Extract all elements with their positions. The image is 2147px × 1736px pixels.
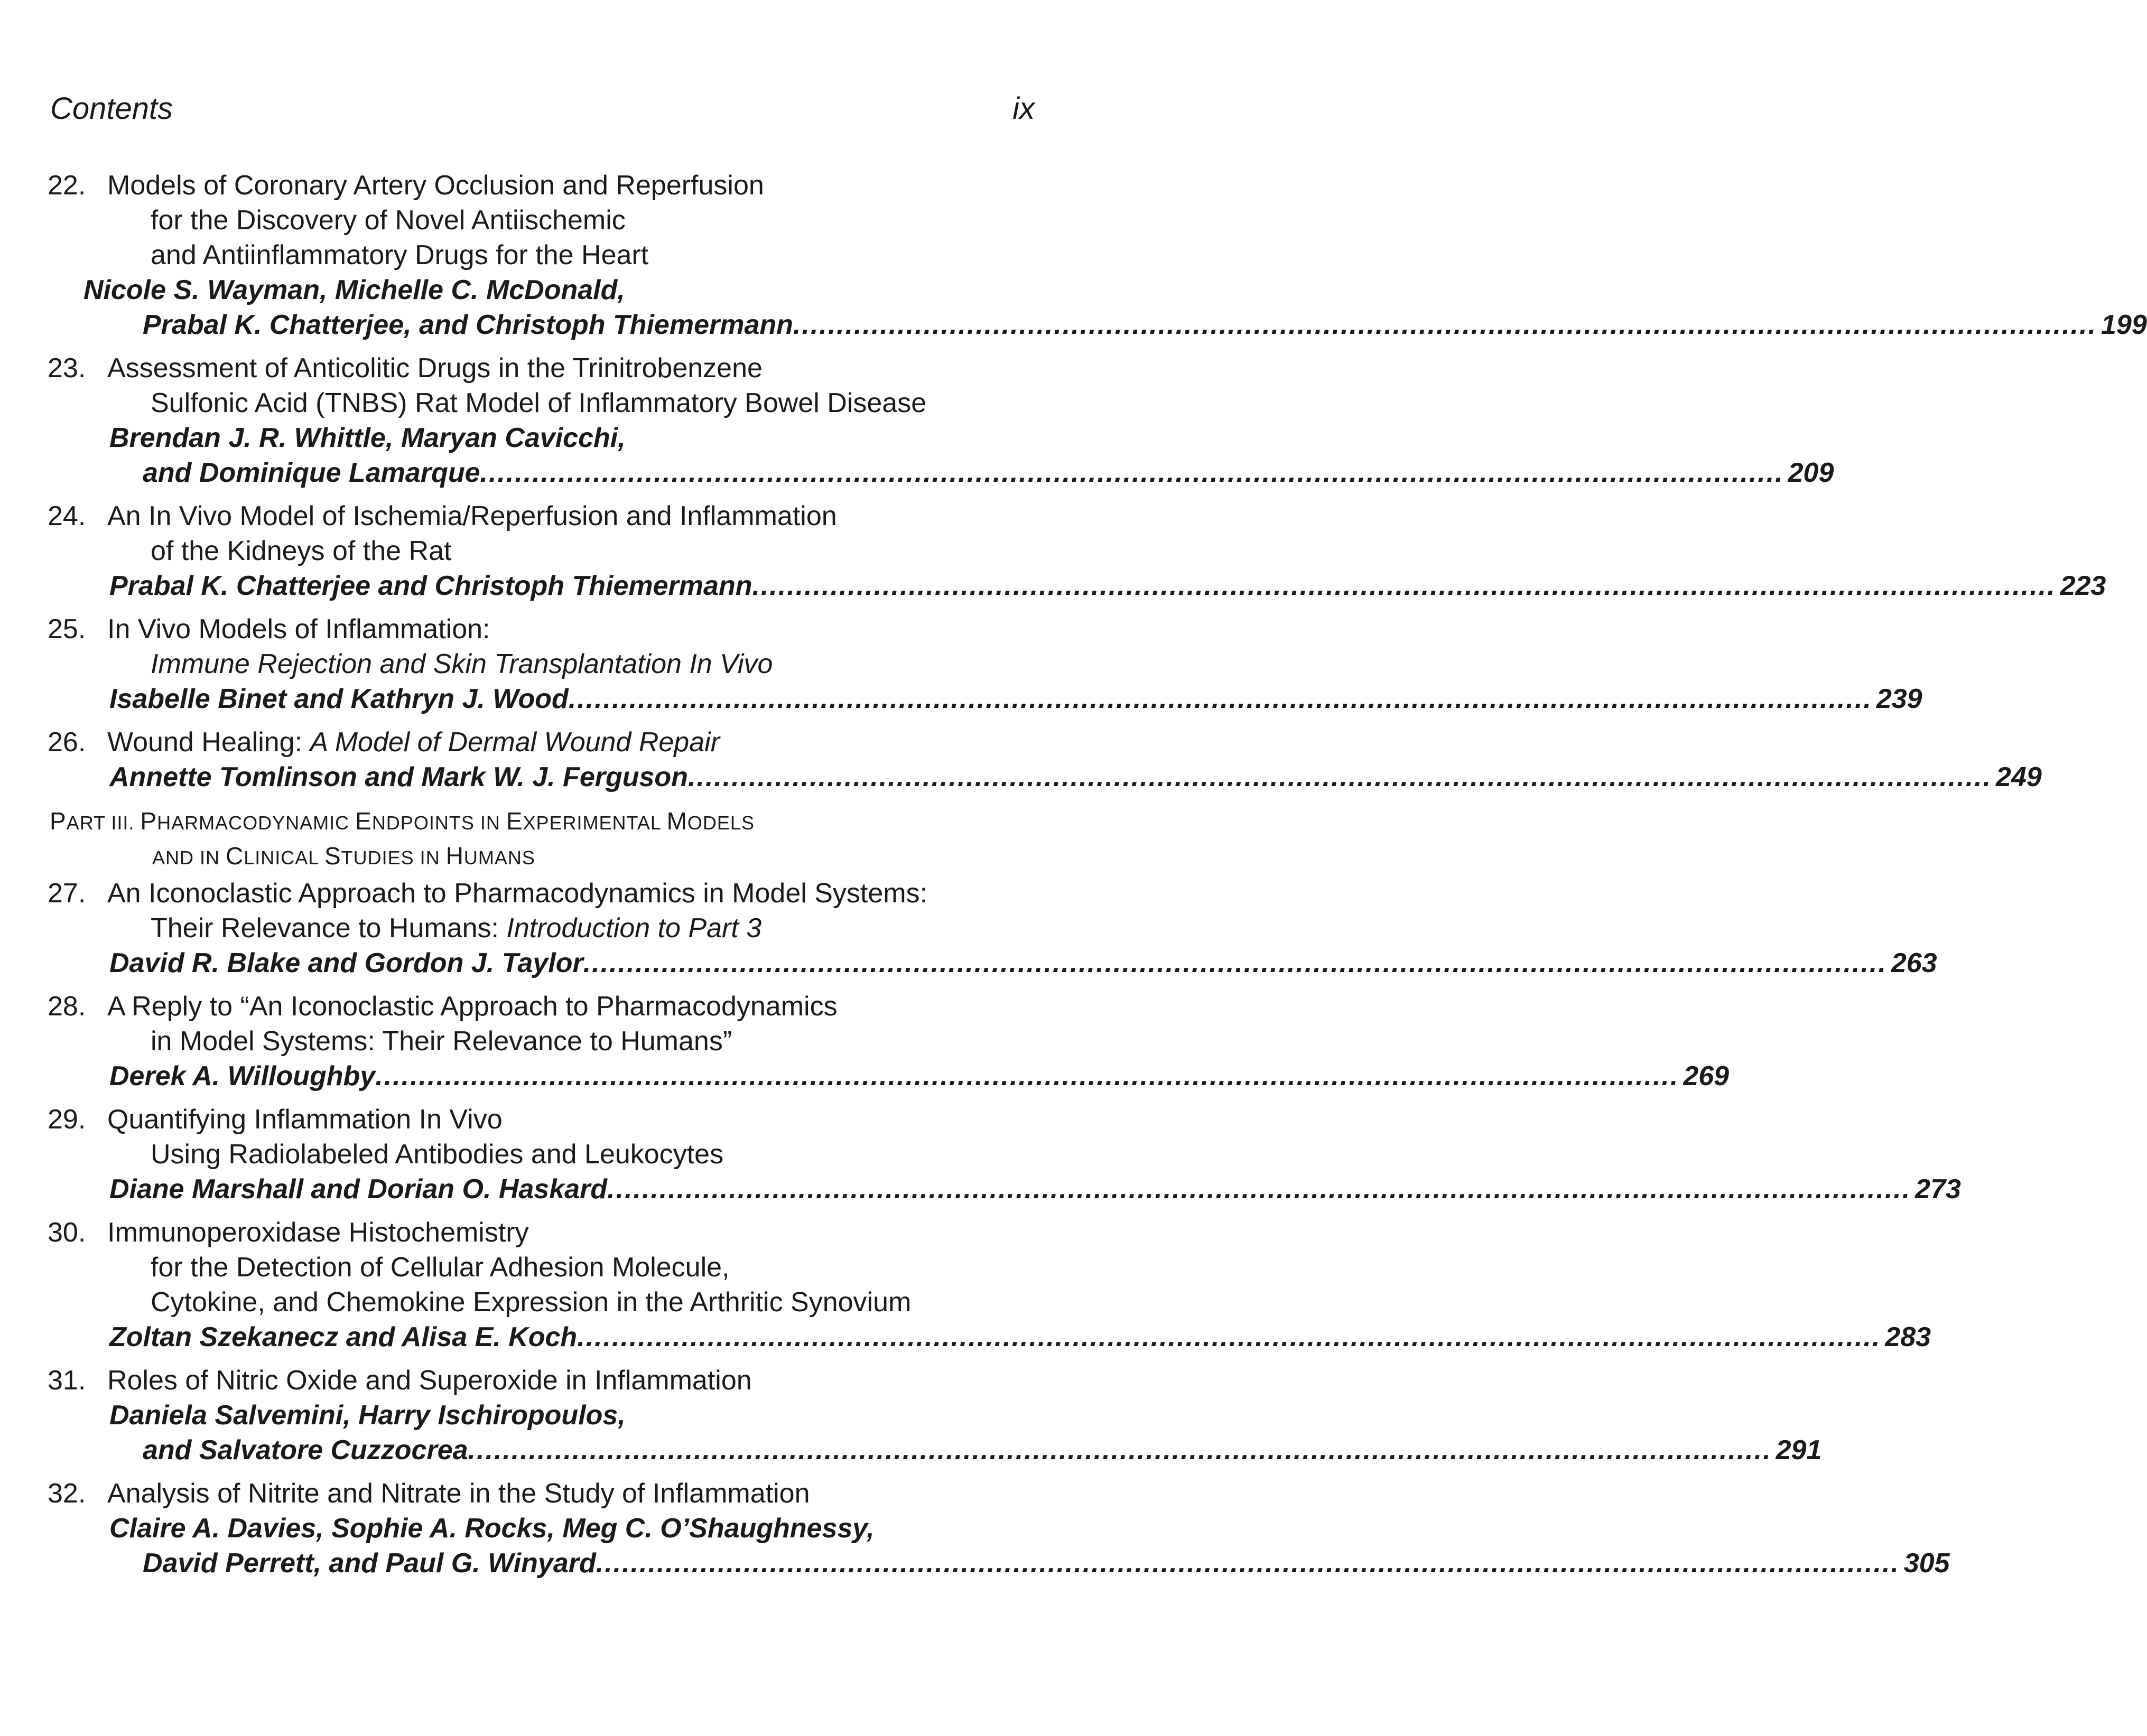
dot-leader: ......................................................................................................................................................	[596, 1548, 1900, 1579]
dot-leader: ......................................................................................................................................................	[375, 1061, 1679, 1091]
toc-entry-28[interactable]	[48, 989, 1730, 1094]
entry-title-line: of the Kidneys of the Rat	[151, 536, 452, 566]
entry-page: 209	[1788, 458, 1834, 488]
toc-entry-25[interactable]	[48, 612, 1922, 716]
entry-number: 25.	[48, 614, 86, 645]
entry-authors: Derek A. Willoughby	[109, 1061, 376, 1091]
dot-leader: ......................................................................................................................................................	[583, 948, 1887, 978]
entry-title-line: An Iconoclastic Approach to Pharmacodynamics in Model Systems:	[107, 878, 928, 909]
part-heading-text: LINICAL	[244, 847, 324, 869]
dot-leader: ......................................................................................................................................................	[793, 310, 2097, 340]
toc-entry-23[interactable]	[48, 351, 1834, 490]
entry-authors: Nicole S. Wayman, Michelle C. McDonald,	[83, 275, 625, 305]
part-heading-text: HARMACODYNAMIC	[157, 812, 356, 834]
dot-leader: ......................................................................................................................................................	[607, 1174, 1911, 1205]
entry-title-line: for the Detection of Cellular Adhesion Molecule,	[151, 1252, 730, 1283]
entry-authors: and Dominique Lamarque	[143, 458, 480, 488]
toc-entry-27[interactable]	[48, 876, 1937, 981]
entry-page: 199	[2101, 310, 2147, 340]
entry-page: 249	[1996, 762, 2042, 792]
part-heading-text: NDPOINTS IN	[371, 812, 506, 834]
entry-number: 28.	[48, 991, 86, 1022]
part-heading	[48, 803, 1046, 873]
entry-leader-line	[109, 682, 1922, 716]
part-heading-capital: E	[506, 807, 523, 835]
entry-title-line: An In Vivo Model of Ischemia/Reperfusion and Inflammation	[107, 501, 837, 531]
entry-title-line: Models of Coronary Artery Occlusion and Reperfusion	[107, 170, 764, 201]
toc-entry-24[interactable]	[48, 499, 2106, 603]
entry-subtitle: Immune Rejection and Skin Transplantation In Vivo	[151, 649, 773, 679]
toc-entry-31[interactable]	[48, 1363, 1822, 1468]
dot-leader: ......................................................................................................................................................	[468, 1435, 1772, 1466]
entry-number: 23.	[48, 353, 86, 384]
entry-title: Their Relevance to Humans:	[151, 913, 507, 944]
part-heading-capital: P	[140, 807, 157, 835]
part-heading-text: XPERIMENTAL	[523, 812, 667, 834]
part-heading-text: UMANS	[463, 847, 535, 869]
entry-title-line: Immunoperoxidase Histochemistry	[107, 1217, 529, 1248]
entry-title-line: Analysis of Nitrite and Nitrate in the Study of Inflammation	[107, 1478, 810, 1509]
part-heading-text: ART III.	[66, 812, 141, 834]
entry-authors: Annette Tomlinson and Mark W. J. Ferguson	[109, 762, 688, 792]
entry-page: 291	[1776, 1435, 1822, 1466]
entry-number: 27.	[48, 878, 86, 909]
part-heading-text: TUDIES IN	[341, 847, 446, 869]
entry-leader-line	[109, 1172, 1961, 1207]
entry-title-line: Sulfonic Acid (TNBS) Rat Model of Inflammatory Bowel Disease	[151, 388, 927, 418]
running-title: Contents	[50, 91, 173, 126]
entry-number: 29.	[48, 1104, 86, 1135]
entry-title-line: Using Radiolabeled Antibodies and Leukocytes	[151, 1139, 724, 1170]
entry-subtitle: A Model of Dermal Wound Repair	[310, 727, 720, 758]
entry-authors: Zoltan Szekanecz and Alisa E. Koch	[109, 1322, 578, 1352]
entry-number: 24.	[48, 501, 86, 531]
entry-leader-line	[109, 1059, 1730, 1094]
entry-authors: David R. Blake and Gordon J. Taylor	[109, 948, 583, 978]
entry-authors: Isabelle Binet and Kathryn J. Wood	[109, 684, 569, 714]
entry-number: 32.	[48, 1478, 86, 1509]
entry-authors: Diane Marshall and Dorian O. Haskard	[109, 1174, 608, 1205]
entry-authors: and Salvatore Cuzzocrea	[143, 1435, 468, 1466]
entry-authors: Daniela Salvemini, Harry Ischiropoulos,	[109, 1400, 626, 1431]
running-header	[50, 91, 1035, 128]
entry-subtitle: Introduction to Part 3	[506, 913, 762, 944]
part-heading-capital: E	[355, 807, 372, 835]
part-heading-line-1	[50, 803, 1048, 838]
entry-leader-line	[143, 1433, 1822, 1468]
entry-authors: David Perrett, and Paul G. Winyard	[143, 1548, 596, 1579]
entry-authors: Prabal K. Chatterjee and Christoph Thiemermann	[109, 571, 752, 601]
entry-page: 263	[1891, 948, 1937, 978]
entry-leader-line	[109, 946, 1937, 981]
entry-title-line: Assessment of Anticolitic Drugs in the Trinitrobenzene	[107, 353, 763, 384]
part-heading-line-2	[48, 838, 1046, 873]
entry-page: 305	[1903, 1548, 1950, 1579]
table-of-contents	[48, 168, 2147, 1581]
entry-authors: Brendan J. R. Whittle, Maryan Cavicchi,	[109, 423, 626, 453]
part-heading-capital: C	[226, 842, 244, 870]
entry-title-line: In Vivo Models of Inflammation:	[107, 614, 490, 645]
entry-title-line: Quantifying Inflammation In Vivo	[107, 1104, 503, 1135]
entry-leader-line	[143, 307, 2147, 342]
entry-number: 26.	[48, 727, 86, 758]
entry-authors: Claire A. Davies, Sophie A. Rocks, Meg C. O’Shaughnessy,	[109, 1513, 875, 1544]
toc-entry-30[interactable]	[48, 1215, 1931, 1355]
entry-page: 283	[1885, 1322, 1931, 1352]
entry-page: 269	[1683, 1061, 1730, 1091]
entry-title: Wound Healing:	[107, 727, 310, 758]
entry-number: 30.	[48, 1217, 86, 1248]
part-heading-capital: P	[50, 807, 67, 835]
entry-title-line: and Antiinflammatory Drugs for the Heart	[151, 240, 649, 270]
entry-title-line: in Model Systems: Their Relevance to Humans”	[151, 1026, 732, 1057]
entry-leader-line	[143, 455, 1834, 490]
entry-title-line	[107, 725, 720, 760]
entry-leader-line	[143, 1546, 1950, 1581]
entry-leader-line	[109, 1320, 1931, 1355]
toc-entry-26[interactable]	[48, 725, 2042, 795]
toc-entry-29[interactable]	[48, 1102, 1961, 1207]
part-heading-text: ODELS	[687, 812, 755, 834]
entry-page: 239	[1876, 684, 1922, 714]
entry-number: 22.	[48, 170, 86, 201]
entry-leader-line	[109, 568, 2106, 603]
entry-leader-line	[109, 760, 2042, 795]
dot-leader: ......................................................................................................................................................	[687, 762, 1992, 792]
entry-authors: Prabal K. Chatterjee, and Christoph Thiemermann	[143, 310, 793, 340]
entry-page: 273	[1915, 1174, 1961, 1205]
toc-entry-22[interactable]	[48, 168, 2147, 342]
part-heading-capital: M	[666, 807, 687, 835]
dot-leader: ......................................................................................................................................................	[577, 1322, 1881, 1352]
part-heading-capital: S	[324, 842, 341, 870]
dot-leader: ......................................................................................................................................................	[752, 571, 2056, 601]
page-number: ix	[1012, 91, 1035, 126]
entry-page: 223	[2060, 571, 2106, 601]
entry-number: 31.	[48, 1365, 86, 1396]
entry-title-line: Cytokine, and Chemokine Expression in the Arthritic Synovium	[151, 1287, 912, 1318]
dot-leader: ......................................................................................................................................................	[568, 684, 1872, 714]
part-heading-capital: H	[445, 842, 464, 870]
entry-title-line	[151, 911, 761, 946]
toc-entry-32[interactable]	[48, 1476, 1950, 1581]
dot-leader: ......................................................................................................................................................	[480, 458, 1784, 488]
part-heading-text: AND IN	[152, 847, 226, 869]
entry-title-line: for the Discovery of Novel Antiischemic	[151, 205, 626, 236]
entry-title-line: A Reply to “An Iconoclastic Approach to Pharmacodynamics	[107, 991, 838, 1022]
entry-title-line: Roles of Nitric Oxide and Superoxide in Inflammation	[107, 1365, 752, 1396]
